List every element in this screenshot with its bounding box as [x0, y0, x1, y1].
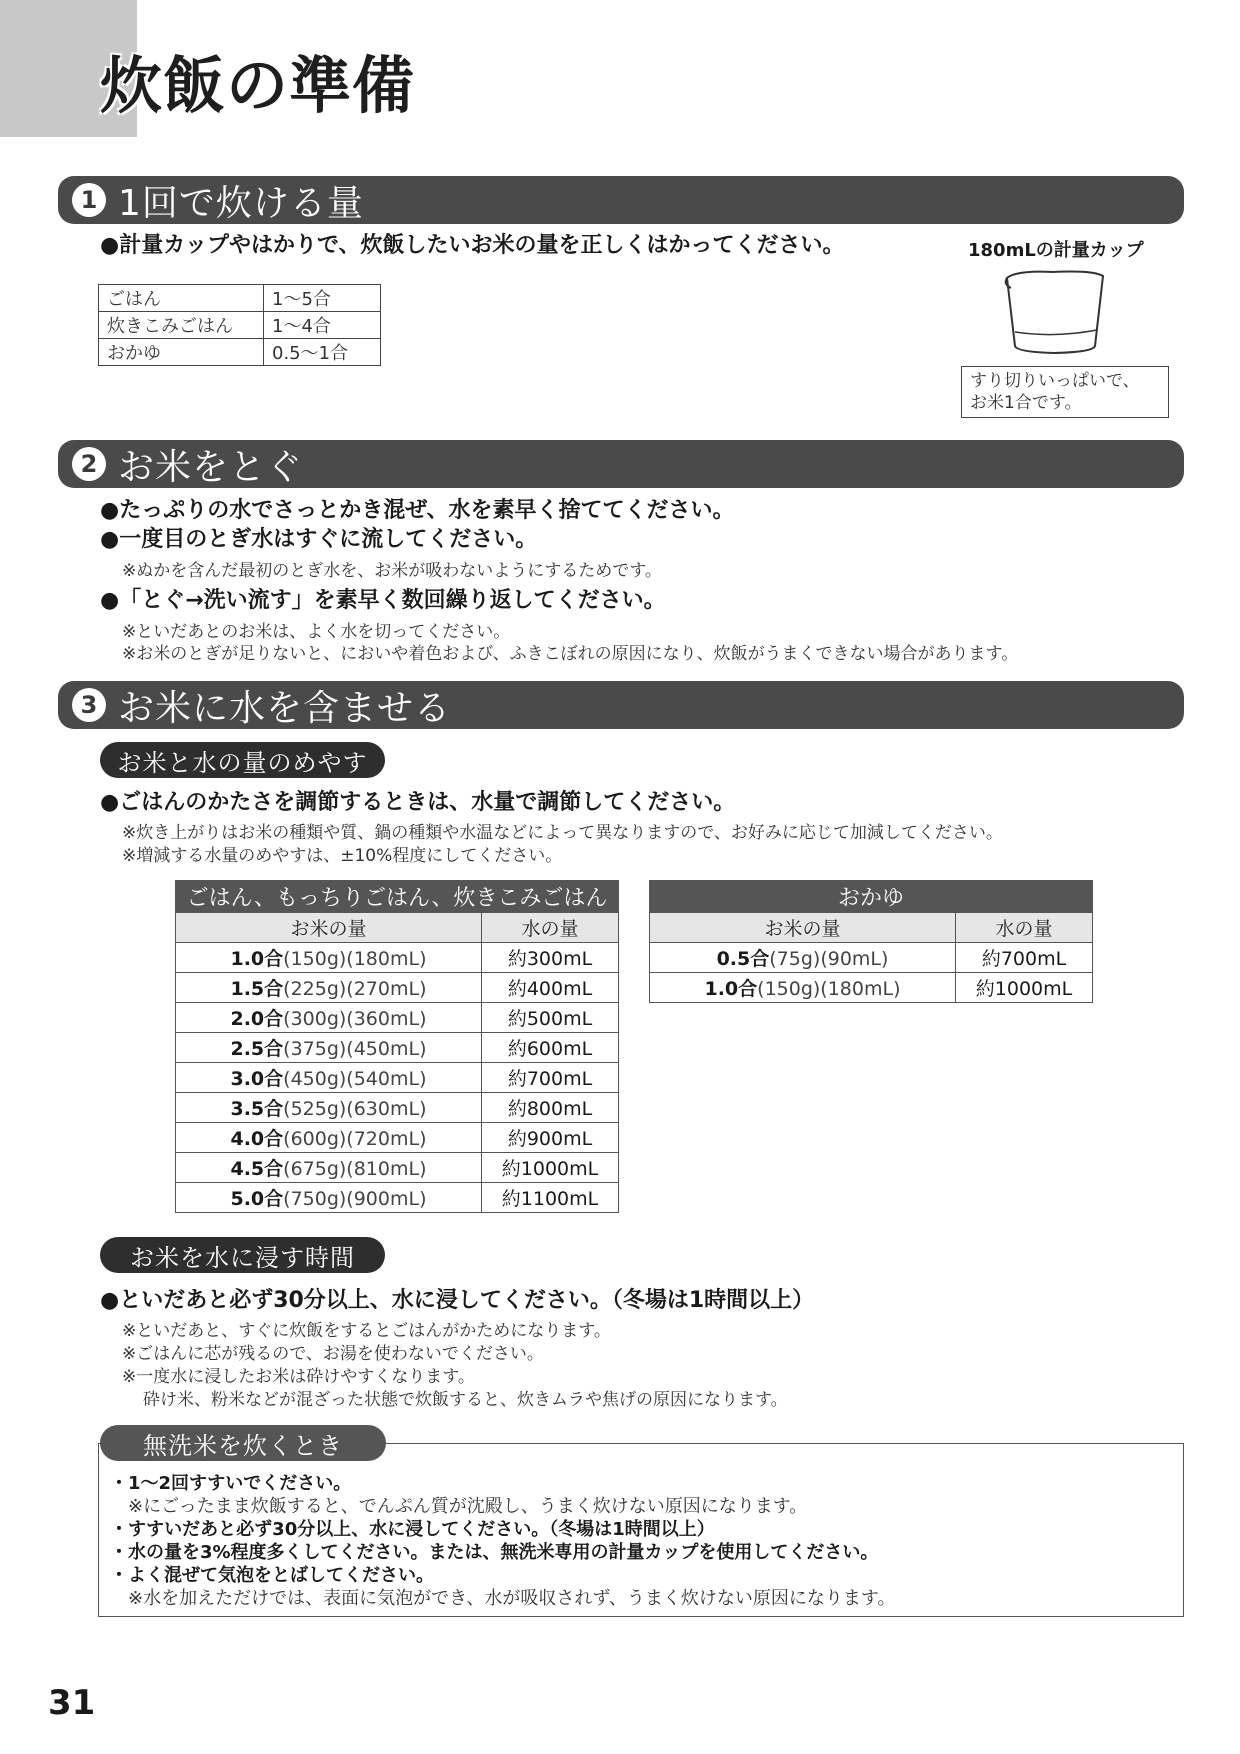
water-amount: 約700mL: [482, 1063, 619, 1093]
kayu-detail: (150g)(180mL): [757, 978, 901, 1000]
rice-table-caption: ごはん、もっちりごはん、炊きこみごはん: [176, 881, 619, 913]
musenmai-note: ※水を加えただけでは、表面に気泡ができ、水が吸収されず、うまく炊けない原因になります。: [128, 1588, 896, 1609]
kayu-water-table: [649, 880, 1093, 1003]
capacity-table: [98, 284, 381, 366]
section-2-note: ※といだあとのお米は、よく水を切ってください。: [122, 622, 511, 642]
section-2-title: お米をとぐ: [118, 446, 304, 488]
water-amount: 約400mL: [482, 973, 619, 1003]
table-row: [650, 943, 1093, 973]
capacity-amount: 1〜5合: [264, 285, 381, 312]
section-2-bullet-3: ●「とぐ→洗い流す」を素早く数回繰り返してください。: [100, 588, 666, 613]
section-3-note: ※炊き上がりはお米の種類や質、鍋の種類や水温などによって異なりますので、お好みに応じて加減してください。: [122, 823, 1003, 843]
rice-go: 4.5合: [230, 1158, 284, 1180]
kayu-go: 0.5合: [716, 948, 770, 970]
capacity-amount: 1〜4合: [264, 312, 381, 339]
section-3-note: ※といだあと、すぐに炊飯をするとごはんがかためになります。: [122, 1321, 611, 1341]
section-3-bullet-2: ●といだあと必ず30分以上、水に浸してください。（冬場は1時間以上）: [100, 1288, 815, 1313]
column-header: 水の量: [482, 913, 619, 943]
water-amount: 約1100mL: [482, 1183, 619, 1213]
section-1-bullet: ●計量カップやはかりで、炊飯したいお米の量を正しくはかってください。: [100, 233, 845, 258]
section-3-note: ※増減する水量のめやすは、±10%程度にしてください。: [122, 846, 563, 866]
section-1-number: 1: [72, 183, 106, 217]
section-3-title: お米に水を含ませる: [118, 687, 452, 729]
section-3-number: 3: [72, 688, 106, 722]
rice-go: 3.5合: [230, 1098, 284, 1120]
rice-detail: (600g)(720mL): [283, 1128, 427, 1150]
cup-note-line: お米1合です。: [970, 393, 1082, 414]
cup-note: [961, 366, 1169, 418]
section-3-header: [58, 681, 1184, 729]
rice-detail: (150g)(180mL): [283, 948, 427, 970]
table-row: [176, 1123, 619, 1153]
rice-detail: (375g)(450mL): [283, 1038, 427, 1060]
water-amount: 約800mL: [482, 1093, 619, 1123]
rice-go: 3.0合: [230, 1068, 284, 1090]
table-row: [176, 1063, 619, 1093]
section-2-note: ※ぬかを含んだ最初のとぎ水を、お米が吸わないようにするためです。: [122, 561, 662, 581]
table-row: [176, 1003, 619, 1033]
rice-go: 4.0合: [230, 1128, 284, 1150]
table-row: [176, 973, 619, 1003]
subheading-soak-time: お米を水に浸す時間: [100, 1237, 385, 1273]
table-row: [176, 1153, 619, 1183]
capacity-type: 炊きこみごはん: [99, 312, 264, 339]
capacity-type: おかゆ: [99, 339, 264, 366]
subheading-rice-water: お米と水の量のめやす: [100, 742, 385, 778]
table-row: [176, 1033, 619, 1063]
rice-detail: (300g)(360mL): [283, 1008, 427, 1030]
kayu-detail: (75g)(90mL): [769, 948, 889, 970]
water-amount: 約500mL: [482, 1003, 619, 1033]
table-row: [176, 943, 619, 973]
table-row: [99, 285, 381, 312]
page-title: 炊飯の準備: [100, 49, 416, 122]
rice-go: 2.0合: [230, 1008, 284, 1030]
table-row: [176, 1093, 619, 1123]
rice-go: 1.5合: [230, 978, 284, 1000]
table-row: [99, 312, 381, 339]
section-1-header: [58, 176, 1184, 224]
section-3-note: 砕け米、粉米などが混ざった状態で炊飯すると、炊きムラや焦げの原因になります。: [143, 1390, 788, 1410]
section-2-note: ※お米のとぎが足りないと、においや着色および、ふきこぼれの原因になり、炊飯がうまくできない場合があります。: [122, 644, 1019, 664]
water-amount: 約700mL: [956, 943, 1093, 973]
water-amount: 約1000mL: [482, 1153, 619, 1183]
section-2-number: 2: [72, 447, 106, 481]
table-row: [650, 973, 1093, 1003]
rice-detail: (750g)(900mL): [283, 1188, 427, 1210]
cup-label: 180mLの計量カップ: [968, 240, 1144, 261]
rice-go: 1.0合: [230, 948, 284, 970]
water-amount: 約600mL: [482, 1033, 619, 1063]
rice-detail: (675g)(810mL): [283, 1158, 427, 1180]
section-2-bullet-2: ●一度目のとぎ水はすぐに流してください。: [100, 527, 538, 552]
rice-detail: (450g)(540mL): [283, 1068, 427, 1090]
capacity-type: ごはん: [99, 285, 264, 312]
section-3-bullet-1: ●ごはんのかたさを調節するときは、水量で調節してください。: [100, 790, 736, 815]
cup-note-line: すり切りいっぱいで、: [970, 371, 1140, 391]
musenmai-line: ・よく混ぜて気泡をとばしてください。: [110, 1565, 434, 1586]
table-row: [176, 1183, 619, 1213]
kayu-table-caption: おかゆ: [650, 881, 1093, 913]
musenmai-line: ・1〜2回すすいでください。: [110, 1473, 352, 1494]
rice-go: 2.5合: [230, 1038, 284, 1060]
rice-water-table: [175, 880, 619, 1213]
column-header: お米の量: [176, 913, 482, 943]
musenmai-note: ※にごったまま炊飯すると、でんぷん質が沈殿し、うまく炊けない原因になります。: [128, 1496, 808, 1517]
column-header: 水の量: [956, 913, 1093, 943]
capacity-amount: 0.5〜1合: [264, 339, 381, 366]
column-header: お米の量: [650, 913, 956, 943]
water-amount: 約900mL: [482, 1123, 619, 1153]
water-amount: 約1000mL: [956, 973, 1093, 1003]
section-1-title: 1回で炊ける量: [118, 182, 364, 224]
musenmai-title: 無洗米を炊くとき: [100, 1425, 386, 1461]
rice-detail: (525g)(630mL): [283, 1098, 427, 1120]
section-2-header: [58, 440, 1184, 488]
musenmai-line: ・水の量を3%程度多くしてください。または、無洗米専用の計量カップを使用してください。: [110, 1542, 879, 1563]
page-number: 31: [48, 1683, 96, 1723]
measuring-cup-icon: [1003, 268, 1107, 356]
rice-go: 5.0合: [230, 1188, 284, 1210]
section-3-note: ※ごはんに芯が残るので、お湯を使わないでください。: [122, 1344, 544, 1364]
rice-detail: (225g)(270mL): [283, 978, 427, 1000]
water-amount: 約300mL: [482, 943, 619, 973]
kayu-go: 1.0合: [704, 978, 758, 1000]
table-row: [99, 339, 381, 366]
section-3-note: ※一度水に浸したお米は砕けやすくなります。: [122, 1367, 475, 1387]
musenmai-line: ・すすいだあと必ず30分以上、水に浸してください。（冬場は1時間以上）: [110, 1519, 715, 1540]
section-2-bullet-1: ●たっぷりの水でさっとかき混ぜ、水を素早く捨ててください。: [100, 498, 735, 523]
